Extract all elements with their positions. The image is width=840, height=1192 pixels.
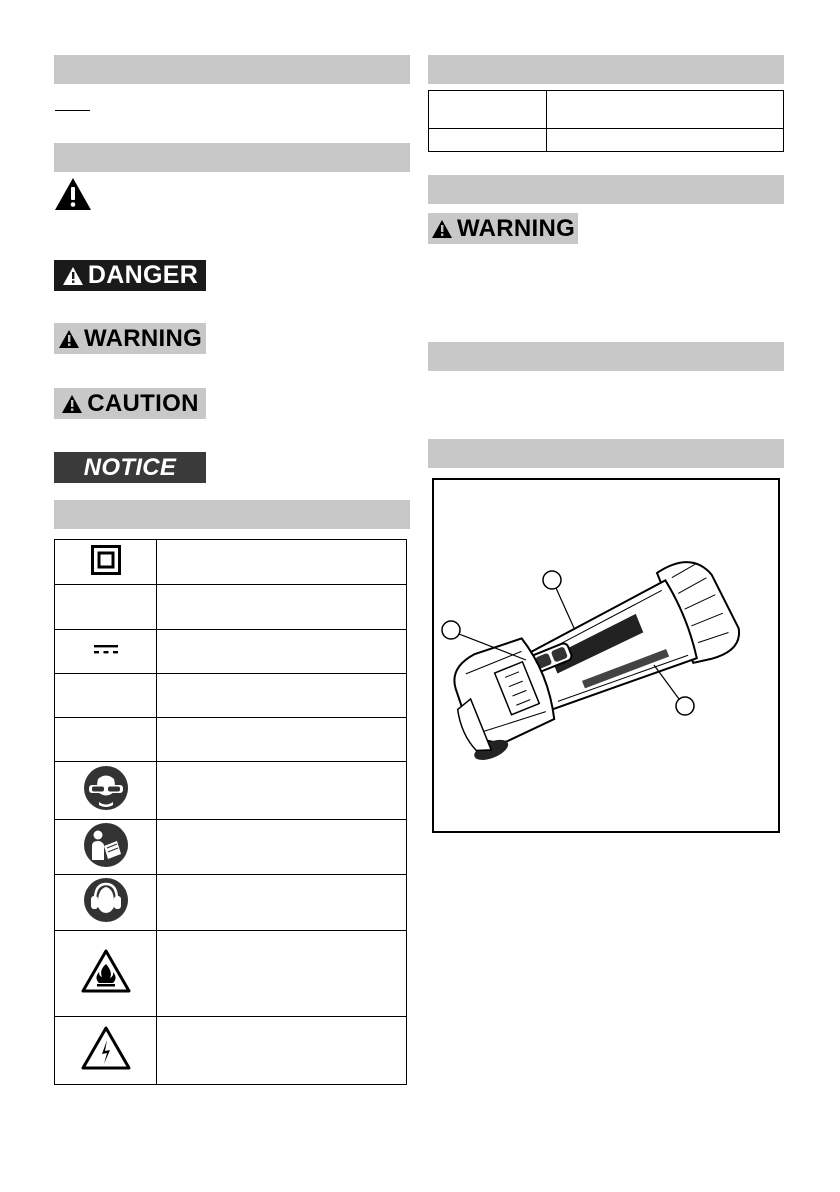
table-row (55, 718, 407, 762)
table-row (55, 762, 407, 820)
description-cell (157, 630, 407, 674)
section-bar-package-contents (428, 342, 784, 371)
warning-triangle-icon (431, 219, 453, 239)
table-row (55, 540, 407, 585)
section-bar-safety-symbols (54, 143, 410, 172)
table-row (55, 585, 407, 630)
symbols-table (54, 539, 407, 1085)
symbol-cell (55, 540, 157, 585)
double-insulation-icon (91, 545, 121, 575)
description-cell (157, 931, 407, 1017)
symbol-cell (55, 674, 157, 718)
section-bar-warnings (428, 175, 784, 204)
table-row (55, 875, 407, 931)
table-row (55, 674, 407, 718)
caution-label: CAUTION (87, 389, 199, 417)
warning-triangle-icon (58, 329, 80, 349)
section-bar-product-description (428, 439, 784, 468)
section-bar-specifications (428, 55, 784, 84)
symbol-cell (55, 762, 157, 820)
description-cell (157, 718, 407, 762)
danger-label: DANGER (87, 261, 199, 289)
direct-current-icon (94, 644, 118, 656)
description-cell (157, 674, 407, 718)
spec-label-cell (429, 129, 547, 152)
oscillating-tool-illustration (434, 480, 778, 831)
description-cell (157, 820, 407, 875)
flammable-warning-icon (80, 948, 132, 994)
ear-protection-icon (83, 877, 129, 923)
description-cell (157, 1017, 407, 1085)
symbol-cell (55, 585, 157, 630)
table-row (55, 630, 407, 674)
section-bar-intro (54, 55, 410, 84)
underlined-note-mark (55, 110, 90, 111)
symbol-cell (55, 820, 157, 875)
notice-signal-badge (54, 452, 206, 483)
notice-label: NOTICE (83, 453, 177, 481)
warning-label: WARNING (83, 324, 203, 352)
table-row (429, 91, 784, 129)
table-row (55, 1017, 407, 1085)
spec-value-cell (547, 129, 784, 152)
warning-label-right: WARNING (456, 214, 576, 242)
warning-signal-badge-right (428, 213, 578, 244)
callout-2 (543, 571, 574, 628)
description-cell (157, 540, 407, 585)
symbol-cell (55, 1017, 157, 1085)
safety-alert-icon (54, 177, 92, 211)
symbol-cell (55, 875, 157, 931)
product-figure (432, 478, 780, 833)
danger-signal-badge (54, 260, 206, 291)
safety-glasses-icon (83, 765, 129, 811)
table-row (429, 129, 784, 152)
read-manual-icon (83, 822, 129, 868)
warning-triangle-icon (62, 266, 84, 286)
symbol-cell (55, 931, 157, 1017)
description-cell (157, 585, 407, 630)
section-bar-symbols-table (54, 500, 410, 529)
specifications-table (428, 90, 784, 152)
warning-triangle-icon (61, 394, 83, 414)
caution-signal-badge (54, 388, 206, 419)
symbol-cell (55, 718, 157, 762)
description-cell (157, 875, 407, 931)
table-row (55, 931, 407, 1017)
warning-signal-badge (54, 323, 206, 354)
symbol-cell (55, 630, 157, 674)
spec-label-cell (429, 91, 547, 129)
description-cell (157, 762, 407, 820)
table-row (55, 820, 407, 875)
electric-shock-warning-icon (80, 1025, 132, 1071)
spec-value-cell (547, 91, 784, 129)
callout-3 (654, 665, 694, 715)
